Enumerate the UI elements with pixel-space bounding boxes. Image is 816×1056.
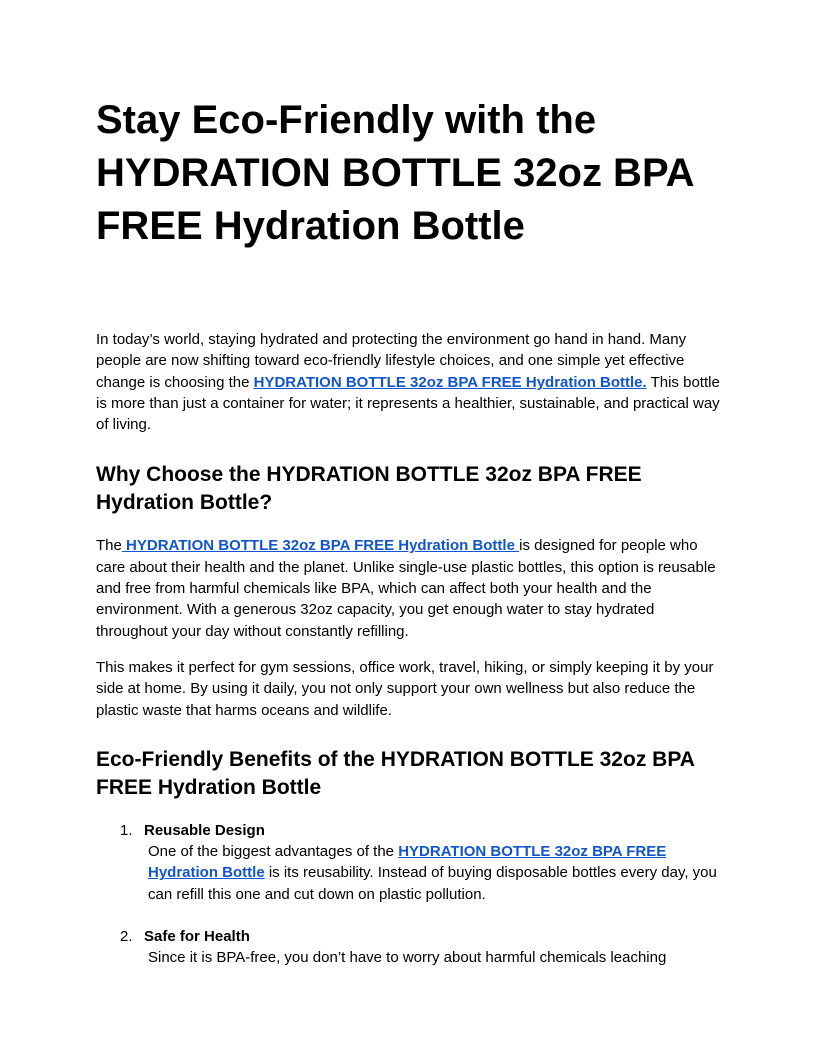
list-item-body: [144, 841, 720, 905]
why-choose-paragraph-2: This makes it perfect for gym sessions, office work, travel, hiking, or simply keeping it by your side at home. By using it daily, you not only support your own wellness but also reduce the plastic waste that harms oceans and wildlife.: [96, 658, 714, 719]
list-item-number: 2.: [120, 928, 133, 946]
list-item-text-before-link: One of the biggest advantages of the: [148, 843, 399, 861]
why-choose-text-before-link: The: [96, 537, 122, 555]
list-item-body: Since it is BPA-free, you don’t have to worry about harmful chemicals leaching: [148, 949, 667, 967]
list-item-text-after-link: is its reusability. Instead of buying disposable bottles every day, you can refill this one and cut down on plastic pollution.: [148, 864, 717, 903]
list-item: [96, 926, 720, 969]
page-title: Stay Eco-Friendly with the HYDRATION BOTTLE 32oz BPA FREE Hydration Bottle: [96, 98, 694, 248]
why-choose-text-after-link: is designed for people who care about their health and the planet. Unlike single-use plastic bottles, this option is reusable and free from harmful chemicals like BPA, which can affect both your health and the environment. With a generous 32oz capacity, you get enough water to stay hydrated throughout your day without constantly refilling.: [96, 537, 716, 640]
list-item: [96, 820, 720, 905]
list-item-number: 1.: [120, 821, 133, 839]
intro-text-after-link: This bottle is more than just a container for water; it represents a healthier, sustainable, and practical way of living.: [96, 373, 720, 434]
list-item-title: Safe for Health: [144, 928, 250, 946]
intro-text-before-link: In today’s world, staying hydrated and protecting the environment go hand in hand. Many people are now shifting toward eco-friendly lifestyle choices, and one simple yet effective change is choosing the: [96, 331, 687, 391]
benefit-product-link[interactable]: HYDRATION BOTTLE 32oz BPA FREE Hydration Bottle: [148, 843, 667, 882]
why-choose-product-link[interactable]: HYDRATION BOTTLE 32oz BPA FREE Hydration Bottle: [121, 537, 520, 555]
benefits-list: [96, 820, 720, 969]
intro-product-link[interactable]: HYDRATION BOTTLE 32oz BPA FREE Hydration Bottle.: [253, 373, 647, 391]
section-heading-why-choose: Why Choose the HYDRATION BOTTLE 32oz BPA FREE Hydration Bottle?: [96, 463, 642, 515]
list-item-title: Reusable Design: [144, 821, 265, 839]
section-heading-eco-benefits: Eco-Friendly Benefits of the HYDRATION BOTTLE 32oz BPA FREE Hydration Bottle: [96, 747, 695, 799]
intro-paragraph: [96, 329, 720, 435]
why-choose-paragraph-1: [96, 535, 720, 641]
